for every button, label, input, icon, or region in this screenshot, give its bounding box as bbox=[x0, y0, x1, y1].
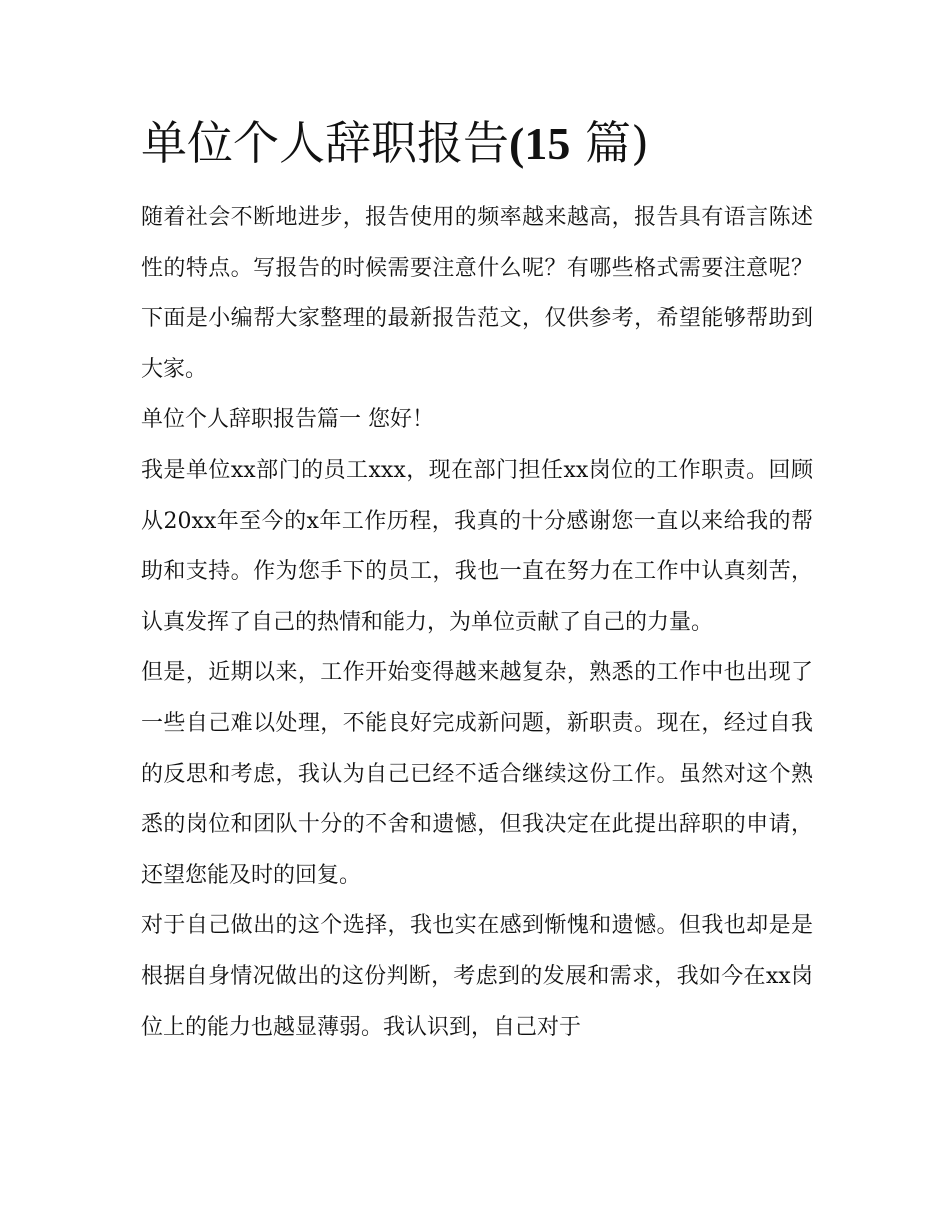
body-paragraph-2: 但是，近期以来，工作开始变得越来越复杂，熟悉的工作中也出现了一些自己难以处理，不能良好完成新问题，新职责。现在，经过自我的反思和考虑，我认为自己已经不适合继续这份工作。虽然对这个熟悉的岗位和团队十分的不舍和遗憾，但我决定在此提出辞职的申请，还望您能及时的回复。 bbox=[141, 660, 813, 888]
document-body bbox=[141, 112, 813, 1053]
intro-paragraph: 随着社会不断地进步，报告使用的频率越来越高，报告具有语言陈述性的特点。写报告的时候需要注意什么呢？有哪些格式需要注意呢？下面是小编帮大家整理的最新报告范文，仅供参考，希望能够帮助到大家。 bbox=[141, 205, 813, 382]
title-suffix: 篇) bbox=[570, 116, 649, 170]
section-heading-greeting: 单位个人辞职报告篇一 您好！ bbox=[141, 407, 434, 433]
title-count: (15 bbox=[509, 118, 571, 169]
body-paragraph-1: 我是单位xx部门的员工xxx，现在部门担任xx岗位的工作职责。回顾从20xx年至今的x年工作历程，我真的十分感谢您一直以来给我的帮助和支持。作为您手下的员工，我也一直在努力在工作中认真刻苦，认真发挥了自己的热情和能力，为单位贡献了自己的力量。 bbox=[141, 457, 813, 635]
document-title bbox=[141, 112, 813, 175]
title-text: 单位个人辞职报告 bbox=[141, 116, 509, 170]
body-paragraph-3: 对于自己做出的这个选择，我也实在感到惭愧和遗憾。但我也却是是根据自身情况做出的这份判断，考虑到的发展和需求，我如今在xx岗位上的能力也越显薄弱。我认识到，自己对于 bbox=[141, 913, 813, 1040]
